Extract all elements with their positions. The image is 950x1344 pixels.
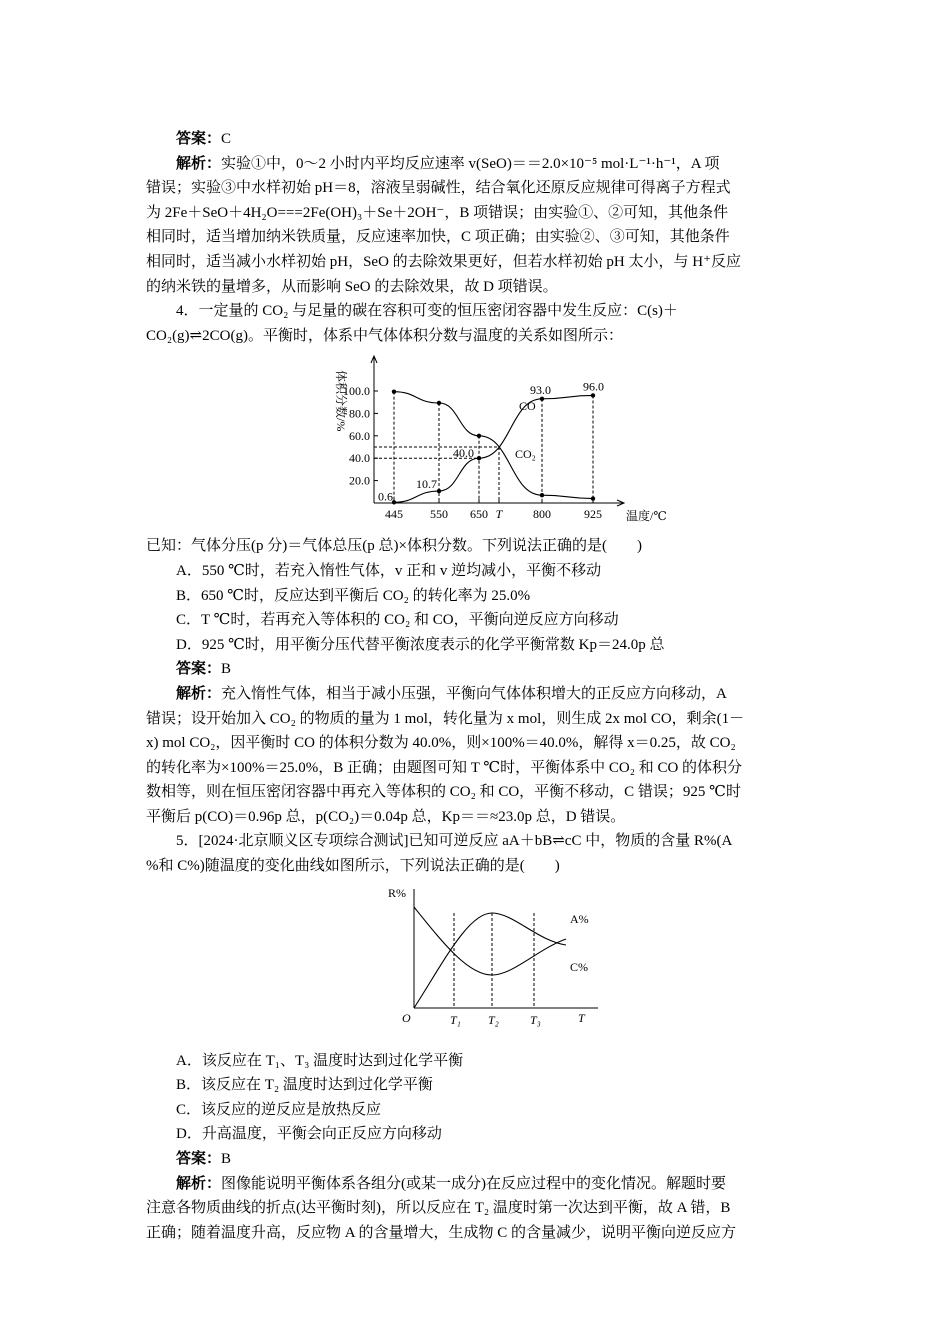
analysis-label: 解析： — [176, 155, 222, 172]
series-label-a: A% — [570, 911, 589, 926]
answer-label: 答案： — [176, 1151, 222, 1168]
volume-fraction-chart — [329, 350, 667, 528]
text-line: 平衡后 p(CO)＝0.96p 总，p(CO₂)＝0.04p 总，Kp＝＝≈23.0p 总，D 错误。 — [146, 808, 626, 825]
q4-answer-line — [146, 657, 808, 682]
x-tick-label: 925 — [584, 507, 602, 522]
q4-figure — [146, 350, 808, 530]
y-axis-label: R% — [388, 885, 406, 900]
q5-answer: B — [221, 1151, 232, 1168]
q4-known: 已知：气体分压(p 分)＝气体总压(p 总)×体积分数。下列说法正确的是( ) — [146, 538, 642, 555]
q4-option-d: D．925 ℃时，用平衡分压代替平衡浓度表示的化学平衡常数 Kp＝24.0p 总 — [176, 636, 665, 653]
q3-analysis-line — [146, 152, 808, 177]
co2-point — [437, 401, 441, 405]
document-content — [146, 127, 808, 1245]
x-tick-label: 800 — [533, 507, 551, 522]
q5-answer-line — [146, 1147, 808, 1172]
text-line: 相同时，适当增加纳米铁质量，反应速率加快，C 项正确；由实验②、③可知，其他条件 — [146, 229, 730, 246]
text-line: 实验①中，0～2 小时内平均反应速率 v(SeO)＝＝2.0×10⁻⁵ mol·L⁻¹·h⁻¹，A 项 — [221, 155, 720, 172]
y-tick-label: 80.0 — [349, 406, 370, 421]
text-line: 图像能说明平衡体系各组分(或某一成分)在反应过程中的变化情况。解题时要 — [221, 1175, 727, 1192]
text-line: 数相等，则在恒压密闭容器中再充入等体积的 CO₂ 和 CO，平衡不移动，C 错误；925 ℃时 — [146, 784, 741, 801]
text-line: 错误；实验③中水样初始 pH＝8，溶液呈弱碱性，结合氧化还原反应规律可得离子方程式 — [146, 180, 731, 197]
answer-label: 答案： — [176, 661, 222, 678]
co2-point — [540, 493, 544, 497]
y-tick-label: 100.0 — [343, 384, 370, 399]
x-tick-label: T₃ — [530, 1012, 541, 1027]
chart-marks — [388, 886, 598, 1027]
x-tick-label: 650 — [470, 507, 488, 522]
y-axis-label: 体积分数/% — [334, 370, 348, 432]
text-line: 正确；随着温度升高，反应物 A 的含量增大，生成物 C 的含量减少，说明平衡向逆反应方 — [146, 1224, 737, 1241]
analysis-label: 解析： — [176, 1175, 222, 1192]
q4-answer: B — [221, 661, 232, 678]
series-label-co2: CO₂ — [515, 447, 536, 462]
text-line: x) mol CO₂，因平衡时 CO 的体积分数为 40.0%，则×100%＝40.0%，解得 x＝0.25，故 CO₂ — [146, 735, 736, 752]
chart-marks — [374, 380, 604, 505]
q5-stem-line: 5．[2024·北京顺义区专项综合测试]已知可逆反应 aA＋bB⇌cC 中，物质的含量 R%(A — [176, 833, 733, 850]
q4-option-b: B．650 ℃时，反应达到平衡后 CO₂ 的转化率为 25.0% — [176, 587, 531, 604]
x-tick-label: T₁ — [450, 1012, 461, 1027]
x-tick-label: T — [495, 507, 503, 522]
x-tick-label: 550 — [430, 507, 448, 522]
c-percent-curve — [414, 907, 566, 975]
series-label-c: C% — [570, 959, 588, 974]
text-line: 为 2Fe＋SeO＋4H₂O===2Fe(OH)₃＋Se＋2OH⁻，B 项错误；由实验①、②可知，其他条件 — [146, 204, 729, 221]
text-line: 相同时，适当减小水样初始 pH，SeO 的去除效果更好，但若水样初始 pH 太小，与 H⁺反应 — [146, 253, 742, 270]
q5-option-d: D．升高温度，平衡会向正反应方向移动 — [176, 1126, 442, 1143]
y-tick-label: 60.0 — [349, 429, 370, 444]
text-line: 充入惰性气体，相当于减小压强，平衡向气体体积增大的正反应方向移动，A — [221, 685, 727, 702]
data-label: 93.0 — [530, 383, 551, 398]
q4-stem-line: CO₂(g)⇌2CO(g)。平衡时，体系中气体体积分数与温度的关系如图所示： — [146, 327, 623, 344]
a-percent-curve — [414, 913, 566, 1008]
data-label: 40.0 — [453, 446, 474, 461]
text-line: 注意各物质曲线的折点(达平衡时刻)，所以反应在 T₂ 温度时第一次达到平衡，故 A 错，B — [146, 1200, 731, 1217]
text-line: 错误；设开始加入 CO₂ 的物质的量为 1 mol，转化量为 x mol，则生成 2x mol CO，剩余(1－ — [146, 710, 745, 727]
x-axis-label: 温度/℃ — [626, 509, 667, 524]
co2-point — [591, 497, 595, 501]
q5-stem-line: %和 C%)随温度的变化曲线如图所示，下列说法正确的是( ) — [146, 858, 560, 875]
co2-point — [477, 434, 481, 438]
text-line: 的纳米铁的量增多，从而影响 SeO 的去除效果，故 D 项错误。 — [146, 278, 558, 295]
q4-analysis-line — [146, 682, 808, 707]
q4-option-c: C．T ℃时，若再充入等体积的 CO₂ 和 CO，平衡向逆反应方向移动 — [176, 612, 619, 629]
q5-analysis-line — [146, 1172, 808, 1197]
q5-option-a: A．该反应在 T₁、T₃ 温度时达到过化学平衡 — [176, 1052, 464, 1069]
data-label: 0.6 — [378, 489, 393, 504]
analysis-label: 解析： — [176, 685, 222, 702]
data-label: 96.0 — [583, 379, 604, 394]
q4-stem-line: 4．一定量的 CO₂ 与足量的碳在容积可变的恒压密闭容器中发生反应：C(s)＋ — [176, 303, 678, 320]
series-label-co: CO — [519, 399, 536, 414]
x-tick-label: T₂ — [488, 1012, 499, 1027]
q3-answer-line — [146, 127, 808, 152]
x-axis-label: T — [578, 1010, 585, 1025]
q5-option-b: B．该反应在 T₂ 温度时达到过化学平衡 — [176, 1077, 433, 1094]
q4-option-a: A．550 ℃时，若充入惰性气体，v 正和 v 逆均减小，平衡不移动 — [176, 562, 602, 579]
x-tick-label: 445 — [385, 507, 403, 522]
answer-label: 答案： — [176, 131, 222, 147]
content-temperature-chart — [388, 883, 608, 1043]
y-tick-label: 20.0 — [349, 473, 370, 488]
q5-option-c: C．该反应的逆反应是放热反应 — [176, 1101, 382, 1118]
q5-figure — [146, 883, 808, 1045]
co2-point — [392, 390, 396, 394]
y-tick-label: 40.0 — [349, 451, 370, 466]
origin-label: O — [402, 1010, 411, 1025]
data-label: 10.7 — [416, 477, 437, 492]
text-line: 的转化率为×100%＝25.0%，B 正确；由题图可知 T ℃时，平衡体系中 CO₂ 和 CO 的体积分 — [146, 759, 743, 776]
q3-answer: C — [221, 131, 232, 147]
